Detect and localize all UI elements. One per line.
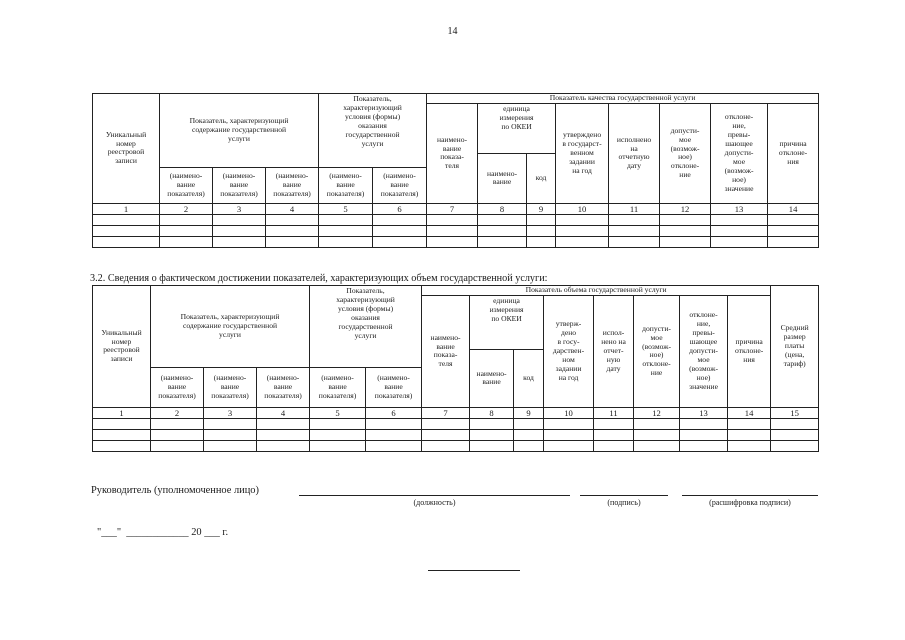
allowed-deviation-header: допусти- мое (возмож- ное) отклоне- ние — [660, 103, 711, 203]
column-number: 8 — [470, 407, 514, 418]
column-number: 12 — [660, 203, 711, 214]
quality-indicator-table — [92, 93, 819, 248]
empty-cell — [470, 430, 514, 441]
column-number: 4 — [266, 203, 319, 214]
approved-header: утверж- дено в госу- дарствен- ном задании на год — [544, 295, 594, 407]
empty-cell — [594, 430, 634, 441]
column-number: 7 — [427, 203, 478, 214]
empty-cell — [266, 226, 319, 237]
empty-cell — [634, 419, 680, 430]
indicator-name-subheader: (наимено- вание показателя) — [373, 167, 427, 203]
empty-cell — [257, 441, 310, 452]
empty-cell — [728, 419, 771, 430]
column-number: 15 — [771, 407, 819, 418]
executed-header: испол- нено на отчет- ную дату — [594, 295, 634, 407]
page-number: 14 — [447, 26, 458, 37]
empty-cell — [160, 226, 213, 237]
column-number: 1 — [93, 203, 160, 214]
empty-cell — [728, 430, 771, 441]
column-number: 8 — [478, 203, 527, 214]
column-number: 13 — [711, 203, 768, 214]
signature-line — [580, 495, 668, 496]
signature-decode-line — [682, 495, 818, 496]
column-number: 14 — [768, 203, 819, 214]
column-number: 6 — [366, 407, 422, 418]
empty-cell — [204, 419, 257, 430]
column-number: 13 — [680, 407, 728, 418]
table-row — [93, 226, 819, 237]
date-line: "___" ____________ 20 ___ г. — [97, 527, 229, 538]
empty-cell — [556, 226, 609, 237]
empty-cell — [319, 237, 373, 248]
empty-cell — [768, 226, 819, 237]
empty-cell — [366, 441, 422, 452]
empty-cell — [609, 226, 660, 237]
empty-cell — [470, 419, 514, 430]
empty-cell — [594, 441, 634, 452]
empty-cell — [609, 237, 660, 248]
content-indicator-header: Показатель, характеризующий содержание государственной услуги — [160, 94, 319, 168]
column-number: 14 — [728, 407, 771, 418]
empty-cell — [422, 430, 470, 441]
section-heading: 3.2. Сведения о фактическом достижении показателей, характеризующих объем государственной услуги: — [90, 273, 548, 284]
column-number: 3 — [213, 203, 266, 214]
indicator-name-subheader: (наимено- вание показателя) — [204, 367, 257, 407]
volume-group-header: Показатель объема государственной услуги — [422, 286, 771, 296]
empty-cell — [478, 215, 527, 226]
empty-cell — [660, 237, 711, 248]
empty-cell — [680, 419, 728, 430]
conditions-indicator-header: Показатель, характеризующий условия (формы) оказания государственной услуги — [319, 94, 427, 168]
empty-cell — [634, 430, 680, 441]
empty-cell — [310, 441, 366, 452]
empty-cell — [422, 419, 470, 430]
exceeding-deviation-header: отклоне- ние, превы- шающее допусти- мое (возмож- ное) значение — [711, 103, 768, 203]
column-number: 11 — [609, 203, 660, 214]
signature-decode-caption: (расшифровка подписи) — [709, 498, 791, 507]
column-number: 3 — [204, 407, 257, 418]
empty-cell — [768, 237, 819, 248]
empty-cell — [93, 226, 160, 237]
empty-cell — [514, 430, 544, 441]
empty-cell — [771, 430, 819, 441]
empty-cell — [544, 430, 594, 441]
unique-record-header: Уникальный номер реестровой записи — [93, 286, 151, 408]
empty-cell — [728, 441, 771, 452]
table-row — [93, 419, 819, 430]
empty-cell — [319, 226, 373, 237]
column-number: 7 — [422, 407, 470, 418]
indicator-name-subheader: (наимено- вание показателя) — [310, 367, 366, 407]
empty-cell — [478, 226, 527, 237]
empty-cell — [556, 215, 609, 226]
empty-cell — [266, 237, 319, 248]
empty-cell — [319, 215, 373, 226]
signatory-label: Руководитель (уполномоченное лицо) — [91, 485, 259, 496]
empty-cell — [257, 419, 310, 430]
empty-cell — [427, 215, 478, 226]
empty-cell — [204, 441, 257, 452]
position-line — [299, 495, 570, 496]
empty-cell — [151, 419, 204, 430]
deviation-reason-header: причина отклоне- ния — [768, 103, 819, 203]
empty-cell — [771, 419, 819, 430]
signature-caption: (подпись) — [607, 498, 641, 507]
approved-header: утверждено в государст- венном задании на год — [556, 103, 609, 203]
footnote-rule — [428, 570, 520, 571]
column-number: 5 — [310, 407, 366, 418]
unit-name-header: наимено- вание — [478, 153, 527, 203]
empty-cell — [366, 430, 422, 441]
empty-cell — [427, 226, 478, 237]
unit-header: единица измерения по ОКЕИ — [478, 103, 556, 153]
empty-cell — [514, 441, 544, 452]
empty-cell — [213, 226, 266, 237]
table-row — [93, 441, 819, 452]
empty-cell — [680, 441, 728, 452]
empty-cell — [366, 419, 422, 430]
empty-cell — [711, 237, 768, 248]
empty-cell — [310, 419, 366, 430]
deviation-reason-header: причина отклоне- ния — [728, 295, 771, 407]
position-caption: (должность) — [413, 498, 456, 507]
empty-cell — [470, 441, 514, 452]
column-number: 6 — [373, 203, 427, 214]
empty-cell — [257, 430, 310, 441]
table-row — [93, 430, 819, 441]
empty-cell — [711, 226, 768, 237]
empty-cell — [93, 430, 151, 441]
column-number: 10 — [544, 407, 594, 418]
column-number: 5 — [319, 203, 373, 214]
empty-cell — [771, 441, 819, 452]
executed-header: исполнено на отчетную дату — [609, 103, 660, 203]
empty-cell — [680, 430, 728, 441]
empty-cell — [160, 237, 213, 248]
unit-code-header: код — [527, 153, 556, 203]
empty-cell — [660, 215, 711, 226]
empty-cell — [213, 237, 266, 248]
indicator-name-subheader: (наимено- вание показателя) — [366, 367, 422, 407]
empty-cell — [310, 430, 366, 441]
unique-record-header: Уникальный номер реестровой записи — [93, 94, 160, 204]
column-number: 9 — [514, 407, 544, 418]
empty-cell — [427, 237, 478, 248]
indicator-name-subheader: (наимено- вание показателя) — [266, 167, 319, 203]
empty-cell — [151, 430, 204, 441]
column-number: 2 — [151, 407, 204, 418]
indicator-name-subheader: (наимено- вание показателя) — [160, 167, 213, 203]
empty-cell — [422, 441, 470, 452]
empty-cell — [660, 226, 711, 237]
column-number: 12 — [634, 407, 680, 418]
column-number-row — [93, 203, 819, 214]
allowed-deviation-header: допусти- мое (возмож- ное) отклоне- ние — [634, 295, 680, 407]
table-row — [93, 215, 819, 226]
empty-cell — [213, 215, 266, 226]
empty-cell — [93, 419, 151, 430]
empty-cell — [93, 237, 160, 248]
empty-cell — [373, 226, 427, 237]
empty-cell — [544, 441, 594, 452]
unit-header: единица измерения по ОКЕИ — [470, 295, 544, 349]
conditions-indicator-header: Показатель, характеризующий условия (формы) оказания государственной услуги — [310, 286, 422, 368]
empty-cell — [514, 419, 544, 430]
column-number: 10 — [556, 203, 609, 214]
table-row — [93, 237, 819, 248]
empty-cell — [204, 430, 257, 441]
empty-cell — [160, 215, 213, 226]
empty-cell — [634, 441, 680, 452]
empty-cell — [527, 237, 556, 248]
empty-cell — [711, 215, 768, 226]
column-number: 4 — [257, 407, 310, 418]
indicator-name-header: наимено- вание показа- теля — [427, 103, 478, 203]
indicator-name-subheader: (наимено- вание показателя) — [257, 367, 310, 407]
unit-name-header: наимено- вание — [470, 349, 514, 407]
content-indicator-header: Показатель, характеризующий содержание государственной услуги — [151, 286, 310, 368]
empty-cell — [93, 215, 160, 226]
empty-cell — [544, 419, 594, 430]
empty-cell — [151, 441, 204, 452]
empty-cell — [373, 215, 427, 226]
avg-fee-header: Средний размер платы (цена, тариф) — [771, 286, 819, 408]
column-number: 2 — [160, 203, 213, 214]
column-number: 11 — [594, 407, 634, 418]
indicator-name-subheader: (наимено- вание показателя) — [151, 367, 204, 407]
column-number: 9 — [527, 203, 556, 214]
empty-cell — [768, 215, 819, 226]
exceeding-deviation-header: отклоне- ние, превы- шающее допусти- мое (возмож- ное) значение — [680, 295, 728, 407]
empty-cell — [266, 215, 319, 226]
empty-cell — [609, 215, 660, 226]
empty-cell — [527, 215, 556, 226]
empty-cell — [93, 441, 151, 452]
indicator-name-subheader: (наимено- вание показателя) — [213, 167, 266, 203]
unit-code-header: код — [514, 349, 544, 407]
column-number-row — [93, 407, 819, 418]
indicator-name-subheader: (наимено- вание показателя) — [319, 167, 373, 203]
quality-group-header: Показатель качества государственной услуги — [427, 94, 819, 104]
empty-cell — [527, 226, 556, 237]
empty-cell — [556, 237, 609, 248]
column-number: 1 — [93, 407, 151, 418]
volume-indicator-table — [92, 285, 819, 452]
empty-cell — [373, 237, 427, 248]
empty-cell — [594, 419, 634, 430]
indicator-name-header: наимено- вание показа- теля — [422, 295, 470, 407]
empty-cell — [478, 237, 527, 248]
